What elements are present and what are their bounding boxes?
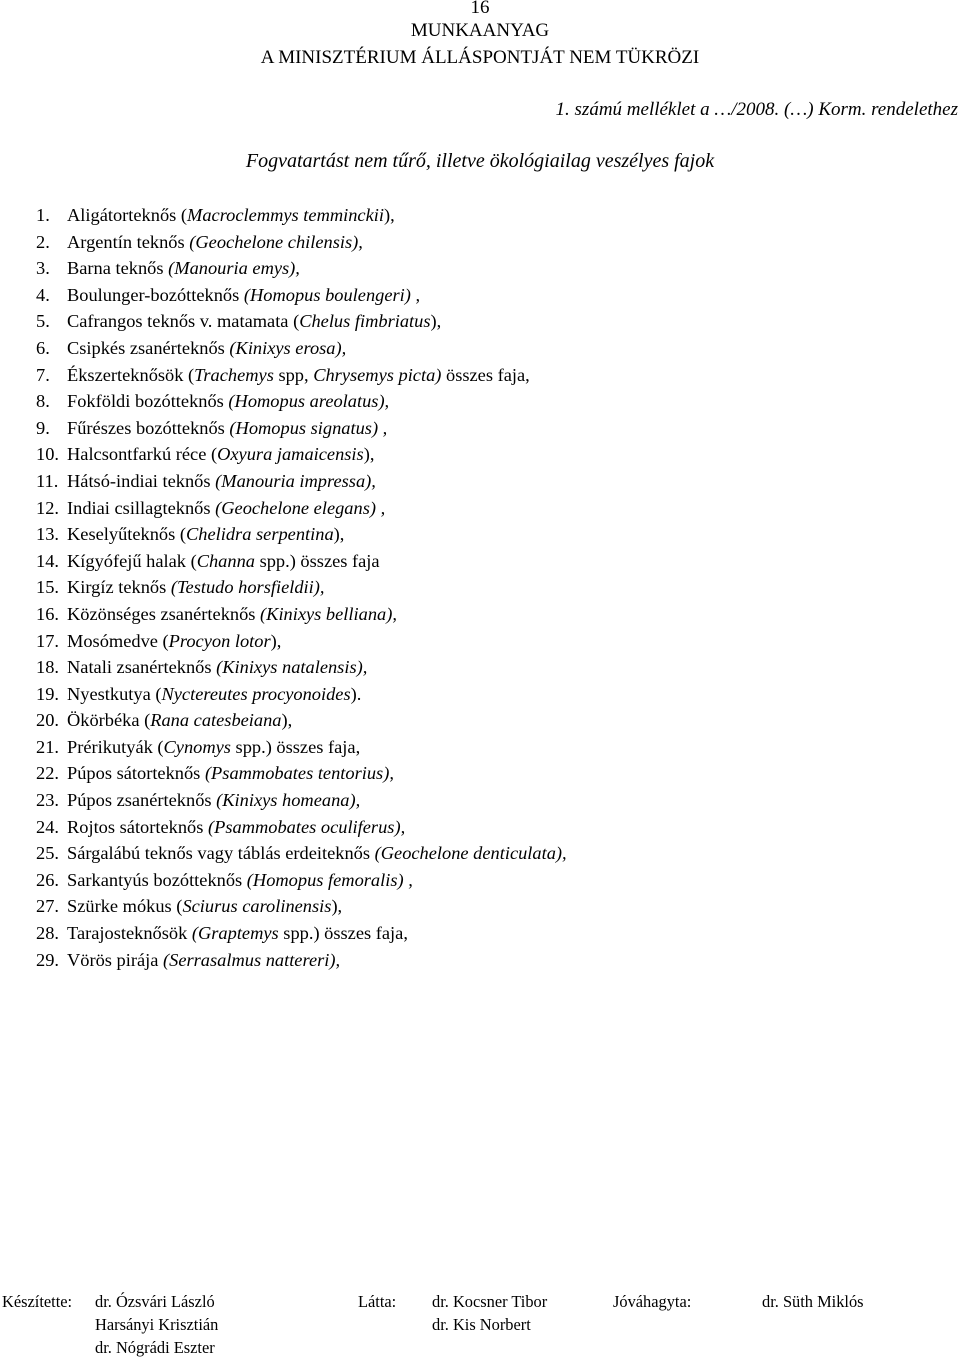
common-name: Keselyűteknős ( <box>67 524 187 545</box>
species-list-item <box>36 362 567 389</box>
species-list-item <box>36 654 567 681</box>
species-list-item <box>36 814 567 841</box>
scientific-name: (Psammobates tentorius), <box>204 763 394 784</box>
scientific-name: (Geochelone chilensis), <box>189 231 363 252</box>
common-name: Sárgalábú teknős vagy táblás erdeiteknős <box>67 843 375 864</box>
scientific-name: (Testudo horsfieldii), <box>170 577 325 598</box>
scientific-name: Chelidra serpentina <box>186 524 334 545</box>
document-title: Fogvatartást nem tűrő, illetve ökológiailag veszélyes fajok <box>245 150 715 172</box>
common-name: Ökörbéka ( <box>67 710 151 731</box>
item-number: 3. <box>36 258 50 279</box>
draft-watermark-line1: MUNKAANYAG <box>410 20 550 41</box>
scientific-name: Rana catesbeiana <box>150 710 282 731</box>
scientific-name: (Psammobates oculiferus), <box>208 816 406 837</box>
species-list-item <box>36 707 567 734</box>
item-number: 26. <box>36 869 59 890</box>
item-number: 14. <box>36 550 59 571</box>
item-number: 8. <box>36 391 50 412</box>
common-name: Nyestkutya ( <box>67 683 162 704</box>
species-list-item <box>36 202 567 229</box>
name-suffix: ), <box>281 710 293 731</box>
species-list-item <box>36 495 567 522</box>
common-name: Halcsontfarkú réce ( <box>67 444 218 465</box>
item-number: 10. <box>36 444 59 465</box>
common-name: Mosómedve ( <box>67 630 169 651</box>
item-number: 28. <box>36 923 59 944</box>
scientific-name: (Kinixys belliana), <box>260 603 397 624</box>
item-number: 25. <box>36 843 59 864</box>
scientific-name: (Homopus femoralis) , <box>246 869 413 890</box>
species-list-item <box>36 601 567 628</box>
item-number: 15. <box>36 577 59 598</box>
common-name: Fűrészes bozótteknős <box>67 417 230 438</box>
species-list-item <box>36 255 567 282</box>
species-list-item <box>36 415 567 442</box>
scientific-name: Trachemys <box>194 364 274 385</box>
scientific-name: (Geochelone elegans) , <box>215 497 386 518</box>
prepared-label: Készítette: <box>2 1292 73 1311</box>
approved-by-list <box>762 1290 864 1313</box>
scientific-name: Chrysemys picta) <box>313 364 442 385</box>
name-suffix: ), <box>383 205 395 225</box>
item-number: 22. <box>36 763 59 784</box>
species-list-item <box>36 787 567 814</box>
species-list-item <box>36 441 567 468</box>
common-name: Argentín teknős <box>67 231 190 252</box>
species-list-item <box>36 229 567 256</box>
annex-reference: 1. számú melléklet a …/2008. (…) Korm. rendelethez <box>555 99 958 120</box>
item-number: 18. <box>36 657 59 678</box>
scientific-name: Cynomys <box>163 736 231 757</box>
common-name: Púpos sátorteknős <box>67 763 205 784</box>
signatory-name: dr. Kocsner Tibor <box>432 1292 548 1311</box>
species-list-item <box>36 760 567 787</box>
species-list <box>36 202 567 973</box>
scientific-name: (Kinixys erosa), <box>229 337 347 358</box>
name-suffix: spp.) összes faja, <box>230 736 361 757</box>
common-name: Natali zsanérteknős <box>67 657 217 678</box>
common-name: Barna teknős <box>67 258 169 279</box>
signatory-name: dr. Ózsvári László <box>95 1292 215 1311</box>
species-list-item <box>36 840 567 867</box>
item-number: 16. <box>36 603 59 624</box>
item-number: 12. <box>36 497 59 518</box>
item-number: 24. <box>36 816 59 837</box>
seen-label: Látta: <box>358 1292 397 1311</box>
scientific-name: (Manouria emys), <box>168 258 300 279</box>
name-suffix: spp.) összes faja, <box>278 923 408 944</box>
name-suffix: ). <box>350 683 362 704</box>
common-name: Szürke mókus ( <box>67 896 183 917</box>
item-number: 19. <box>36 683 59 704</box>
item-number: 11. <box>36 470 59 491</box>
common-name: Közönséges zsanérteknős <box>67 603 261 624</box>
scientific-name: (Geochelone denticulata), <box>374 843 567 864</box>
name-suffix: összes faja, <box>441 364 530 385</box>
item-number: 6. <box>36 337 50 358</box>
name-suffix: ), <box>430 311 442 332</box>
common-name: Csipkés zsanérteknős <box>67 337 230 358</box>
common-name: Tarajosteknősök <box>67 923 192 944</box>
item-number: 17. <box>36 630 59 651</box>
scientific-name: (Homopus signatus) , <box>229 417 388 438</box>
species-list-item <box>36 681 567 708</box>
scientific-name: Nyctereutes procyonoides <box>161 683 351 704</box>
name-suffix: ), <box>270 630 282 651</box>
signatory-name: dr. Nógrádi Eszter <box>95 1338 215 1357</box>
signatory-name: dr. Süth Miklós <box>762 1292 864 1311</box>
scientific-name: (Graptemys <box>191 923 279 944</box>
page-number: 16 <box>470 0 490 18</box>
common-name: Cafrangos teknős v. matamata ( <box>67 311 300 332</box>
common-name: Boulunger-bozótteknős <box>67 284 244 305</box>
prepared-by-list <box>95 1290 218 1359</box>
scientific-name: Sciurus carolinensis <box>182 896 332 917</box>
species-list-item <box>36 388 567 415</box>
scientific-name: (Manouria impressa), <box>215 470 376 491</box>
name-suffix: spp, <box>273 364 314 385</box>
common-name: Hátsó-indiai teknős <box>67 470 216 491</box>
name-suffix: ), <box>331 896 343 917</box>
species-list-item <box>36 335 567 362</box>
species-list-item <box>36 521 567 548</box>
species-list-item <box>36 574 567 601</box>
common-name: Kirgíz teknős <box>67 577 171 598</box>
common-name: Fokföldi bozótteknős <box>67 391 229 412</box>
scientific-name: Macroclemmys temminckii <box>187 205 384 225</box>
scientific-name: Chelus fimbriatus <box>299 311 431 332</box>
approved-label: Jóváhagyta: <box>613 1292 692 1311</box>
scientific-name: (Serrasalmus nattereri), <box>163 949 341 970</box>
signatory-name: dr. Kis Norbert <box>432 1315 531 1334</box>
draft-watermark-line2: A MINISZTÉRIUM ÁLLÁSPONTJÁT NEM TÜKRÖZI <box>260 47 700 68</box>
item-number: 23. <box>36 790 59 811</box>
signatory-name: Harsányi Krisztián <box>95 1315 219 1334</box>
species-list-item <box>36 893 567 920</box>
species-list-item <box>36 308 567 335</box>
item-number: 9. <box>36 417 50 438</box>
common-name: Vörös pirája <box>67 949 164 970</box>
common-name: Ékszerteknősök ( <box>67 364 195 385</box>
scientific-name: Channa <box>196 550 255 571</box>
item-number: 27. <box>36 896 59 917</box>
item-number: 7. <box>36 364 50 385</box>
item-number: 2. <box>36 231 50 252</box>
common-name: Indiai csillagteknős <box>67 497 216 518</box>
scientific-name: (Homopus areolatus), <box>228 391 390 412</box>
common-name: Púpos zsanérteknős <box>67 790 217 811</box>
item-number: 1. <box>36 205 50 225</box>
item-number: 13. <box>36 524 59 545</box>
common-name: Kígyófejű halak ( <box>67 550 197 571</box>
species-list-item <box>36 920 567 947</box>
common-name: Aligátorteknős ( <box>67 205 188 225</box>
name-suffix: ), <box>333 524 345 545</box>
species-list-item <box>36 734 567 761</box>
item-number: 4. <box>36 284 50 305</box>
species-list-item <box>36 628 567 655</box>
common-name: Prérikutyák ( <box>67 736 164 757</box>
common-name: Sarkantyús bozótteknős <box>67 869 247 890</box>
species-list-item <box>36 947 567 974</box>
scientific-name: Procyon lotor <box>168 630 271 651</box>
name-suffix: ), <box>363 444 375 465</box>
common-name: Rojtos sátorteknős <box>67 816 208 837</box>
scientific-name: (Kinixys homeana), <box>216 790 361 811</box>
scientific-name: (Homopus boulengeri) , <box>243 284 421 305</box>
item-number: 29. <box>36 949 59 970</box>
scientific-name: Oxyura jamaicensis <box>217 444 364 465</box>
seen-by-list <box>432 1290 547 1336</box>
item-number: 20. <box>36 710 59 731</box>
species-list-item <box>36 468 567 495</box>
item-number: 5. <box>36 311 50 332</box>
species-list-item <box>36 548 567 575</box>
species-list-item <box>36 282 567 309</box>
scientific-name: (Kinixys natalensis), <box>216 657 368 678</box>
species-list-item <box>36 867 567 894</box>
name-suffix: spp.) összes faja <box>254 550 380 571</box>
item-number: 21. <box>36 736 59 757</box>
